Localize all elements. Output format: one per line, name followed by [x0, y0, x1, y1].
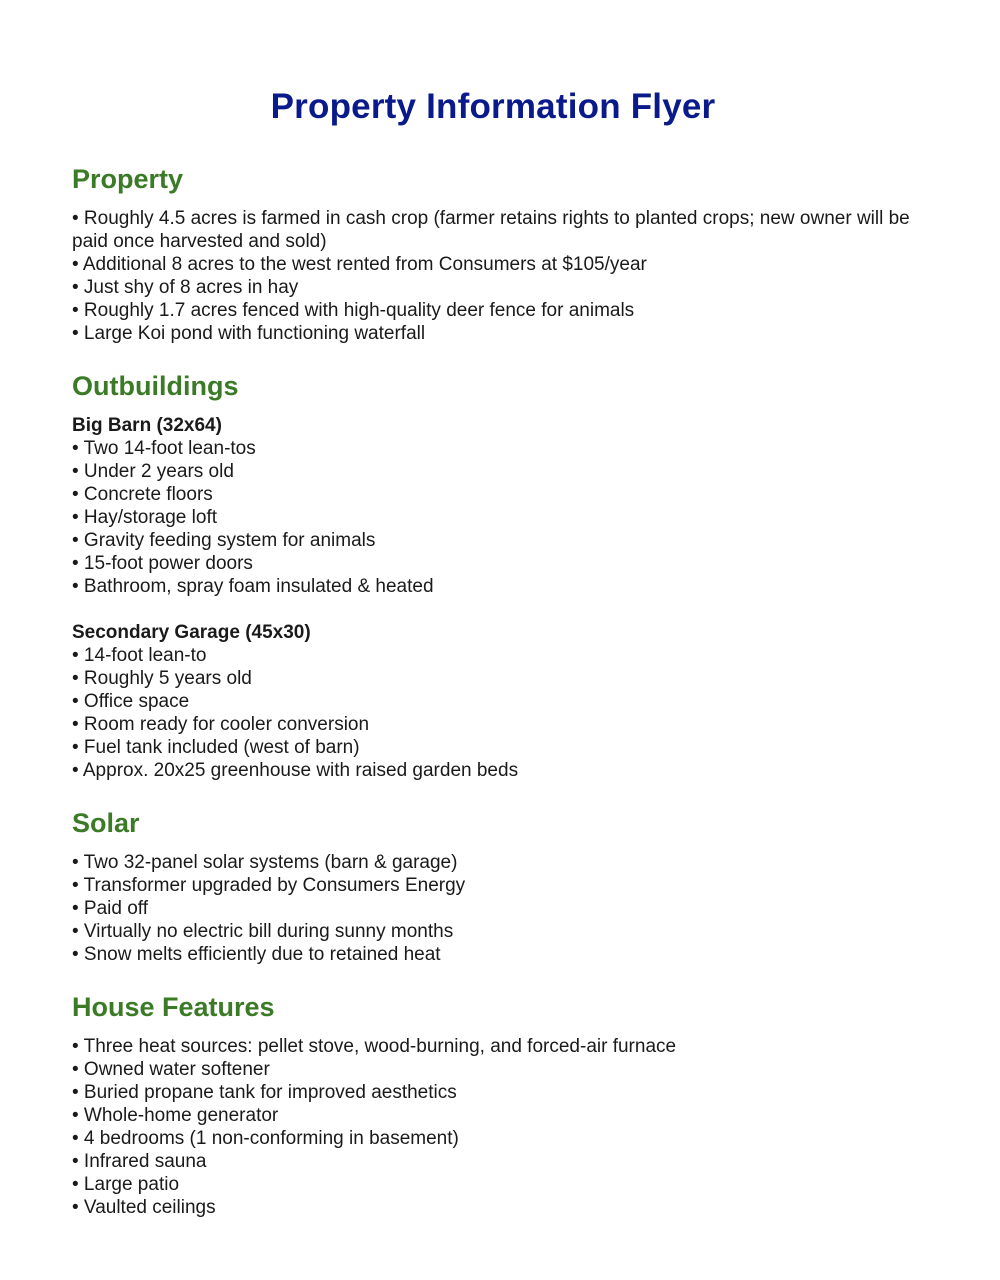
section-property [72, 162, 942, 345]
list-item: • Room ready for cooler conversion [72, 714, 370, 735]
section-heading-property: Property [72, 164, 184, 194]
list-item: • Owned water softener [72, 1059, 270, 1080]
list-item: • 15-foot power doors [72, 553, 253, 574]
list-item: • Three heat sources: pellet stove, wood-burning, and forced-air furnace [72, 1036, 677, 1057]
page-title: Property Information Flyer [270, 87, 716, 127]
section-heading-outbuildings: Outbuildings [72, 371, 239, 401]
list-item: • Roughly 4.5 acres is farmed in cash crop (farmer retains rights to planted crops; new owner will be paid once harvested and sold) [72, 208, 910, 252]
list-item: • Whole-home generator [72, 1105, 279, 1126]
list-item: • Large Koi pond with functioning waterfall [72, 323, 426, 344]
list-item: • Two 32-panel solar systems (barn & garage) [72, 852, 458, 873]
list-item: • Vaulted ceilings [72, 1197, 216, 1218]
list-item: • Transformer upgraded by Consumers Energy [72, 875, 466, 896]
section-heading-solar: Solar [72, 808, 140, 838]
list-item: • Approx. 20x25 greenhouse with raised garden beds [72, 760, 519, 781]
list-item: • Concrete floors [72, 484, 213, 505]
subheading-big-barn: Big Barn (32x64) [72, 415, 222, 436]
list-item: • Gravity feeding system for animals [72, 530, 376, 551]
spacer [72, 598, 942, 621]
list-item: • Roughly 5 years old [72, 668, 252, 689]
list-item: • 14-foot lean-to [72, 645, 207, 666]
section-house-features [72, 990, 942, 1219]
list-item: • Fuel tank included (west of barn) [72, 737, 360, 758]
list-item: • 4 bedrooms (1 non-conforming in basement) [72, 1128, 459, 1149]
list-item: • Hay/storage loft [72, 507, 217, 528]
list-item: • Large patio [72, 1174, 180, 1195]
list-item: • Additional 8 acres to the west rented from Consumers at $105/year [72, 254, 647, 275]
list-item: • Office space [72, 691, 190, 712]
subheading-secondary-garage: Secondary Garage (45x30) [72, 622, 311, 643]
list-item: • Just shy of 8 acres in hay [72, 277, 299, 298]
section-solar [72, 806, 942, 966]
list-item: • Buried propane tank for improved aesthetics [72, 1082, 457, 1103]
section-outbuildings [72, 369, 942, 782]
list-item: • Bathroom, spray foam insulated & heated [72, 576, 434, 597]
list-item: • Two 14-foot lean-tos [72, 438, 256, 459]
list-item: • Infrared sauna [72, 1151, 207, 1172]
list-item: • Roughly 1.7 acres fenced with high-quality deer fence for animals [72, 300, 635, 321]
list-item: • Under 2 years old [72, 461, 234, 482]
list-item: • Snow melts efficiently due to retained heat [72, 944, 441, 965]
section-heading-house-features: House Features [72, 992, 275, 1022]
list-item: • Paid off [72, 898, 149, 919]
list-item: • Virtually no electric bill during sunny months [72, 921, 454, 942]
